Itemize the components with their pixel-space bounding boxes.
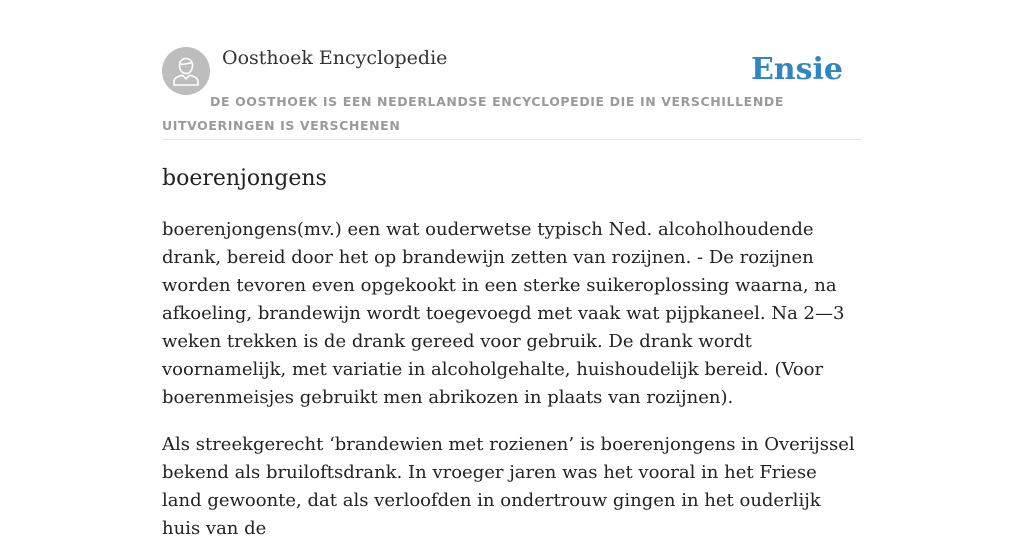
brand-logo-link[interactable]: Ensie [750, 52, 843, 87]
article-paragraph: boerenjongens(mv.) een wat ouderwetse typisch Ned. alcoholhoudende drank, bereid door het op brandewijn zetten van rozijnen. - De rozijnen worden tevoren even opgekookt in een sterke suikeroplossing waarna, na afkoeling, brandewijn wordt toegevoegd met vaak wat pijpkaneel. Na 2—3 weken trekken is de drank gereed voor gebruik. De drank wordt voornamelijk, met variatie in alcoholgehalte, huishoudelijk bereid. (Voor boerenmeisjes gebruikt men abrikozen in plaats van rozijnen). [162, 219, 845, 408]
user-avatar-icon[interactable] [162, 47, 210, 95]
article-paragraph: Als streekgerecht ‘brandewien met rozienen’ is boerenjongens in Overijssel bekend als bruiloftsdrank. In vroeger jaren was het vooral in het Friese land gewoonte, dat als verloofden in ondertrouw gingen in het ouderlijk huis van de [162, 434, 855, 539]
article-title: boerenjongens [162, 166, 327, 191]
article [162, 160, 862, 543]
site-title[interactable]: Oosthoek Encyclopedie [222, 47, 448, 69]
site-tagline: DE OOSTHOEK IS EEN NEDERLANDSE ENCYCLOPEDIE DIE IN VERSCHILLENDE UITVOERINGEN IS VERSCHENEN [162, 94, 784, 133]
site-header [162, 46, 862, 140]
